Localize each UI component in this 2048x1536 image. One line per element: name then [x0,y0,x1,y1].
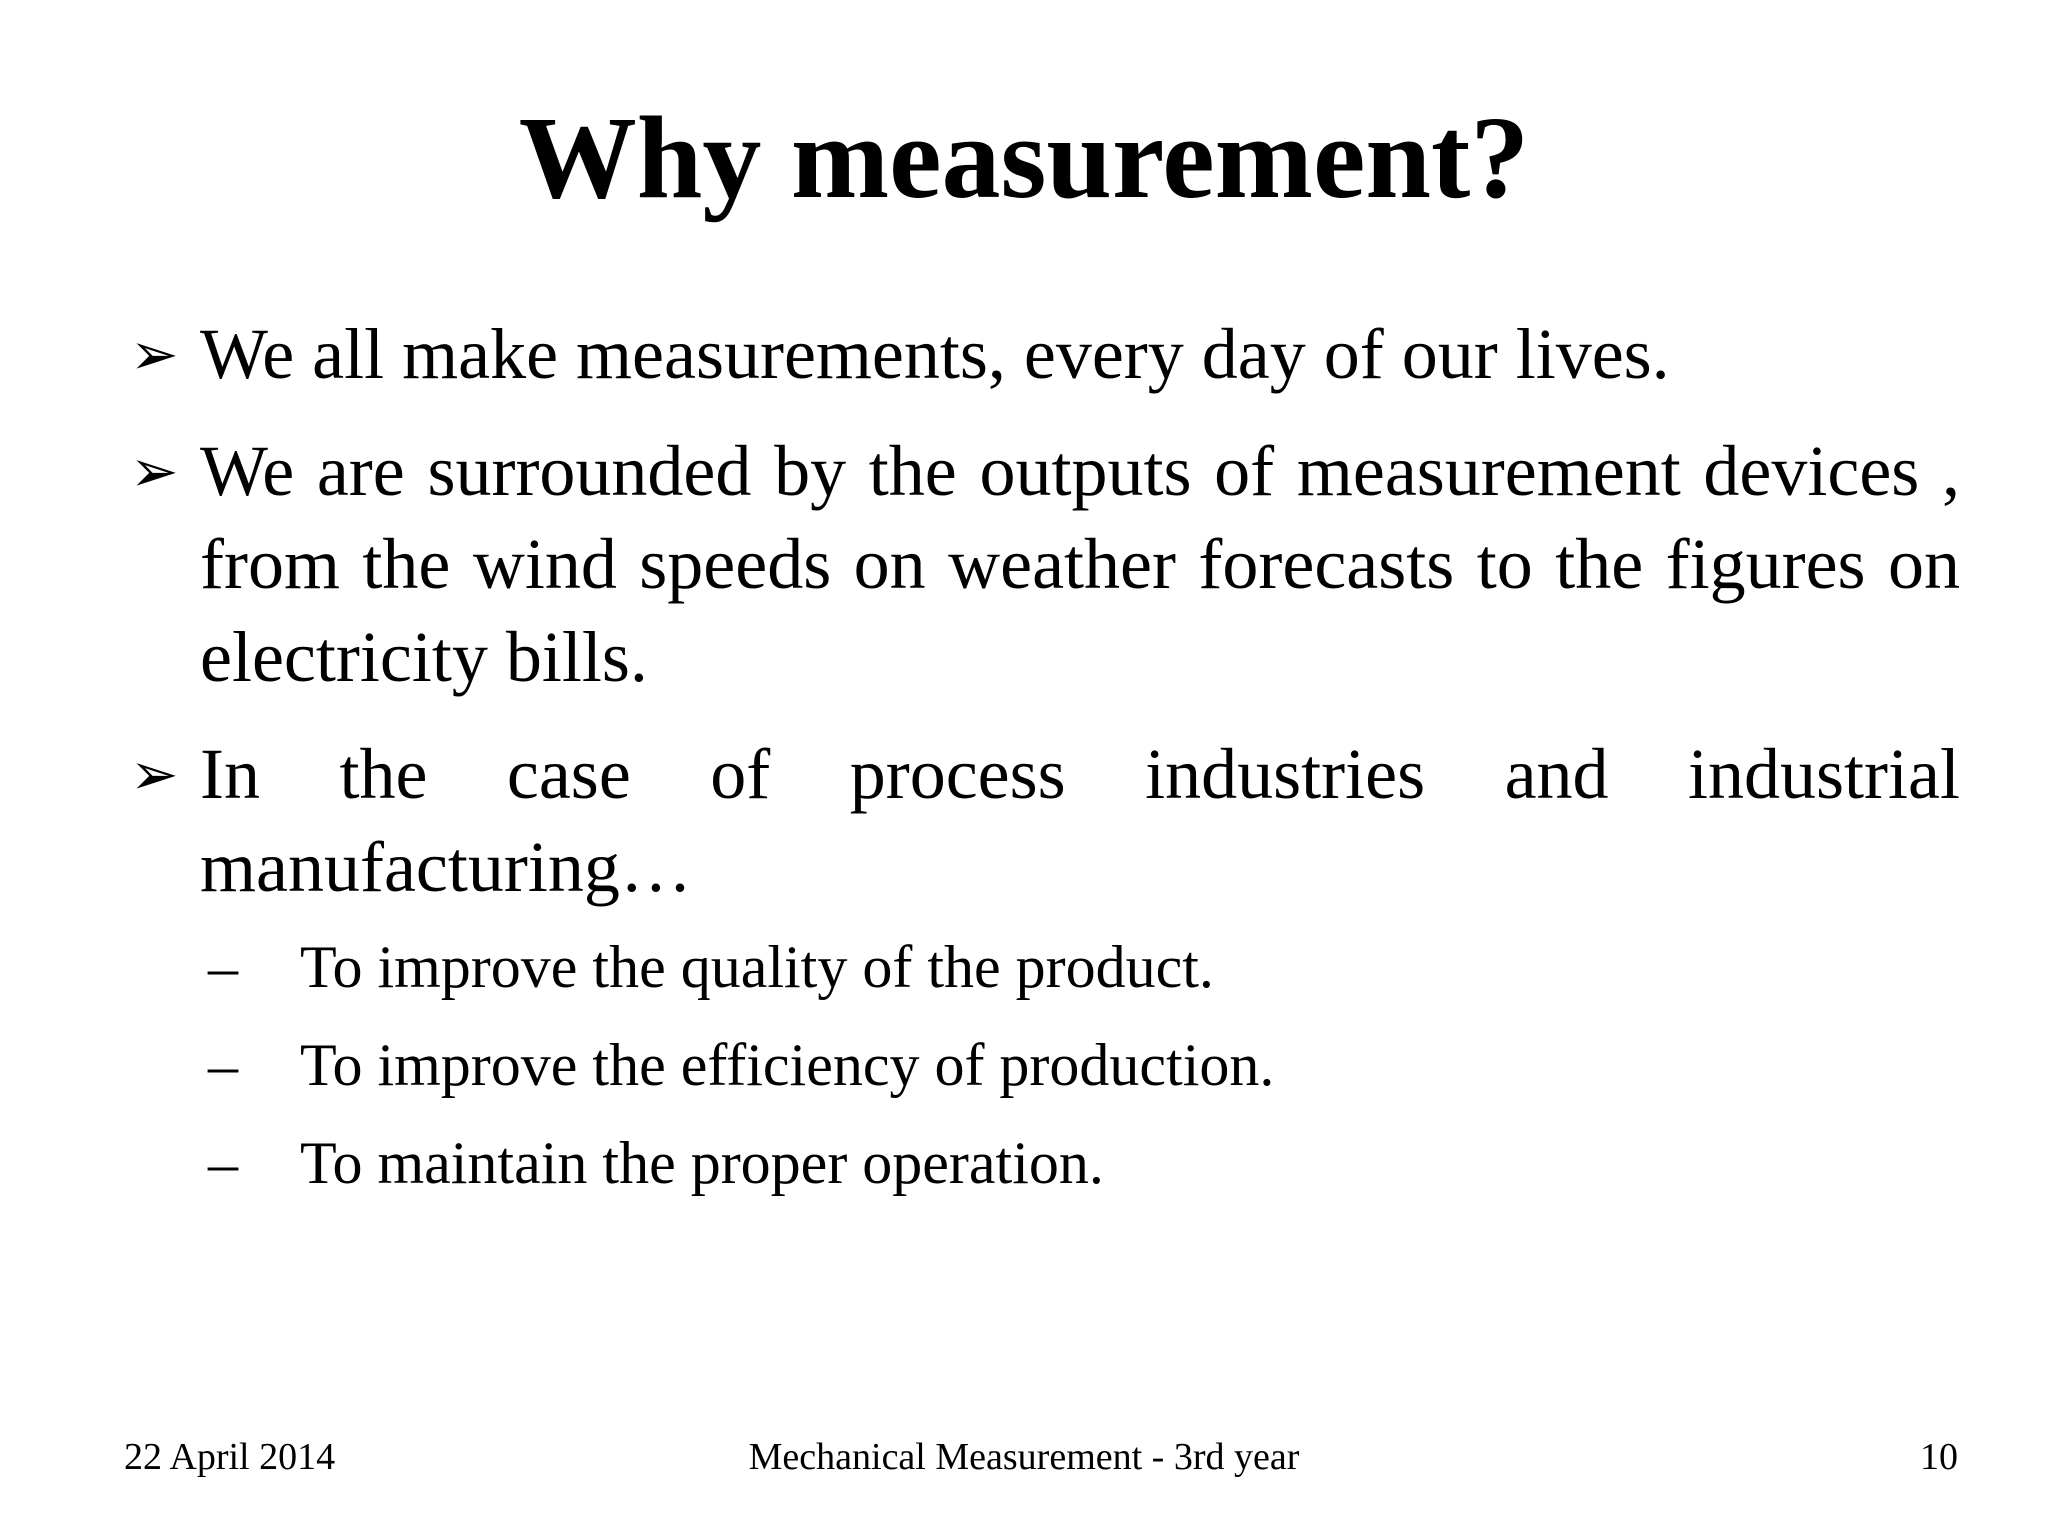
arrow-bullet-icon: ➢ [130,740,179,808]
footer-page-number: 10 [1920,1436,1958,1478]
dash-bullet-icon: – [208,1032,238,1098]
bullet-text: We all make measurements, every day of our lives. [200,314,1670,394]
bullet-item [130,425,1960,704]
arrow-bullet-icon: ➢ [130,437,179,505]
footer-date: 22 April 2014 [124,1436,336,1478]
sub-bullet-text: To maintain the proper operation. [300,1130,1104,1196]
sub-bullet-item [208,918,1960,1016]
sub-bullet-item [208,1016,1960,1114]
sub-bullet-text: To improve the efficiency of production. [300,1032,1275,1098]
dash-bullet-icon: – [208,1130,238,1196]
dash-bullet-icon: – [208,934,238,1000]
bullet-item [130,308,1960,401]
sub-bullet-list [200,918,1960,1212]
bullet-text: In the case of process industries and industrial manufacturing… [200,734,1960,907]
slide-title: Why measurement? [518,92,1530,223]
arrow-bullet-icon: ➢ [130,320,179,388]
footer-course-title: Mechanical Measurement - 3rd year [748,1436,1300,1478]
bullet-list [130,308,1960,1212]
sub-bullet-text: To improve the quality of the product. [300,934,1214,1000]
bullet-item [130,728,1960,1212]
sub-bullet-item [208,1114,1960,1212]
bullet-text: We are surrounded by the outputs of measurement devices , from the wind speeds on weather forecasts to the figures on electricity bills. [200,431,1960,697]
